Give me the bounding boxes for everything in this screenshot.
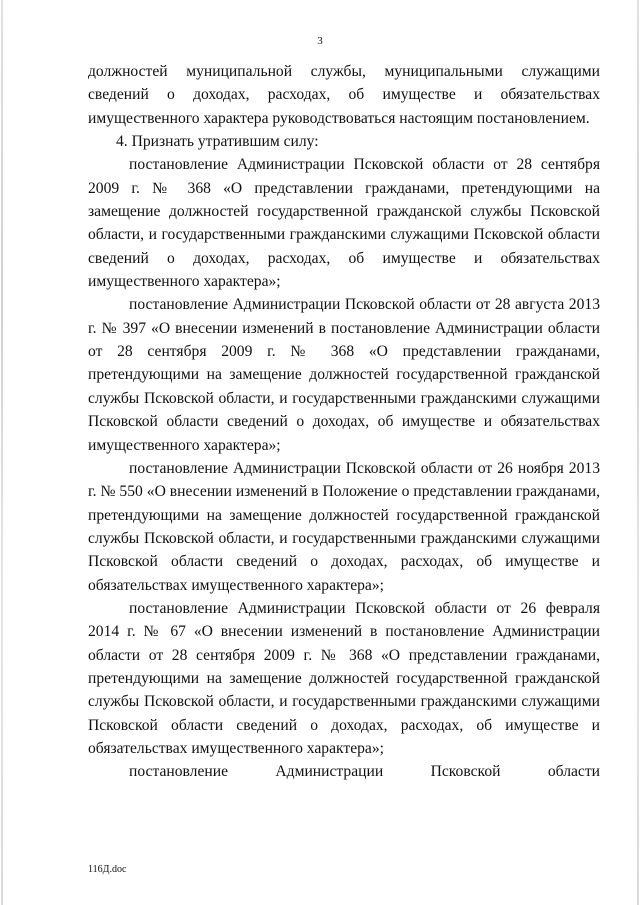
paragraph-continuation: должностей муниципальной службы, муниципальными служащими сведений о доходах, расходах, об имуществе и обязательствах имущественного характера руководствоваться настоящим постановлением.: [88, 63, 600, 127]
scan-edge-right: [637, 0, 639, 905]
paragraph-resolution-550: постановление Администрации Псковской области от 26 ноября 2013 г. № 550 «О внесении изменений в Положение о представлении гражданами, претендующими на замещение должностей государственной гражданской службы Псковской области, и государственными гражданскими служащими Псковской области сведений о доходах, расходах, об имуществе и обязательствах имущественного характера»;: [88, 459, 600, 594]
document-body: [88, 60, 600, 784]
scan-edge-left: [1, 0, 3, 905]
paragraph-resolution-67: постановление Администрации Псковской области от 26 февраля 2014 г. № 67 «О внесении изменений в постановление Администрации области от 28 сентября 2009 г. № 368 «О представлении гражданами, претендующими на замещение должностей государственной гражданской службы Псковской области, и государственными гражданскими служащими Псковской области сведений о доходах, расходах, об имуществе и обязательствах имущественного характера»;: [88, 599, 600, 757]
page-number: 3: [317, 35, 323, 47]
paragraph-resolution-next: постановление Администрации Псковской области: [129, 763, 600, 781]
paragraph-item-4: 4. Признать утратившим силу:: [116, 133, 319, 151]
paragraph-resolution-397: постановление Администрации Псковской области от 28 августа 2013 г. № 397 «О внесении изменений в постановление Администрации области от 28 сентября 2009 г. № 368 «О представлении гражданами, претендующими на замещение должностей государственной гражданской службы Псковской области, и государственными гражданскими служащими Псковской области сведений о доходах, об имуществе и обязательствах имущественного характера»;: [88, 296, 600, 454]
paragraph-resolution-368: постановление Администрации Псковской области от 28 сентября 2009 г. № 368 «О представлении гражданами, претендующими на замещение должностей государственной гражданской службы Псковской области, и государственными гражданскими служащими Псковской области сведений о доходах, расходах, об имуществе и обязательствах имущественного характера»;: [88, 156, 600, 291]
footer-filename: 116Д.doc: [88, 864, 127, 875]
